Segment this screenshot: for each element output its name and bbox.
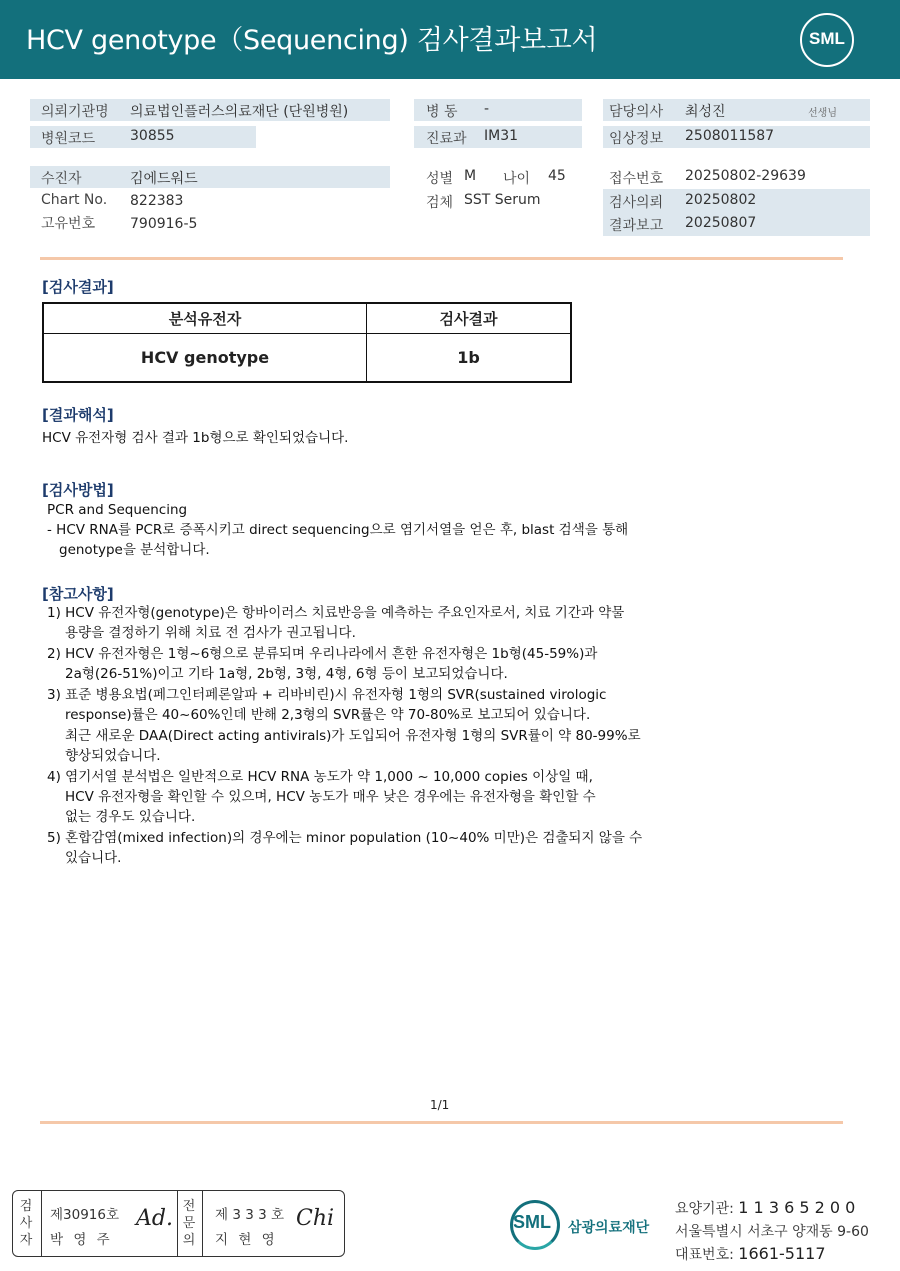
note-line: 최근 새로운 DAA(Direct acting antivirals)가 도입되어 유전자형 1형의 SVR률이 약 80-99%로 xyxy=(65,728,641,744)
clinical-label: 임상정보 xyxy=(609,131,664,147)
hospital-code-label: 병원코드 xyxy=(41,131,96,147)
header-bar xyxy=(0,0,900,79)
report-value: 20250807 xyxy=(685,215,757,231)
signature-divider xyxy=(41,1191,42,1256)
note-line: response)률은 40~60%인데 반해 2,3형의 SVR률은 약 70-80%로 보고되어 있습니다. xyxy=(65,707,591,723)
specialist-signature: Chi xyxy=(296,1206,335,1231)
tester-signature: Ad. xyxy=(136,1206,173,1231)
method-section-title: [검사방법] xyxy=(42,481,114,499)
chart-label: Chart No. xyxy=(41,192,108,208)
note-line: 5) 혼합감염(mixed infection)의 경우에는 minor population (10~40% 미만)은 검출되지 않을 수 xyxy=(47,830,643,846)
gene-column-header: 분석유전자 xyxy=(43,303,367,334)
institution-code-label: 요양기관: xyxy=(675,1201,734,1217)
note-line: 2) HCV 유전자형은 1형~6형으로 분류되며 우리나라에서 흔한 유전자형은 1b형(45-59%)과 xyxy=(47,646,598,662)
result-row xyxy=(43,334,571,383)
phone-number: 1661-5117 xyxy=(738,1244,826,1263)
examinee-value: 김에드워드 xyxy=(130,171,198,187)
ward-label: 병 동 xyxy=(426,104,458,120)
hospital-code-value: 30855 xyxy=(130,128,175,144)
specialist-name: 지 현 영 xyxy=(215,1232,278,1248)
phone-label: 대표번호: xyxy=(675,1247,734,1263)
logo-text: SML xyxy=(809,29,845,48)
footer-logo-text: SML xyxy=(513,1212,551,1232)
receipt-label: 접수번호 xyxy=(609,171,664,187)
note-line: 용량을 결정하기 위해 치료 전 검사가 권고됩니다. xyxy=(65,625,356,641)
specimen-value: SST Serum xyxy=(464,192,541,208)
note-line: HCV 유전자형을 확인할 수 있으며, HCV 농도가 매우 낮은 경우에는 유전자형을 확인할 수 xyxy=(65,789,596,805)
note-line: 1) HCV 유전자형(genotype)은 항바이러스 치료반응을 예측하는 주요인자로서, 치료 기간과 약물 xyxy=(47,605,625,621)
unique-label: 고유번호 xyxy=(41,216,96,232)
result-section-title: [검사결과] xyxy=(42,278,114,296)
sex-label: 성별 xyxy=(426,171,454,187)
institution-code: 1 1 3 6 5 2 0 0 xyxy=(738,1198,856,1217)
notes-section-title: [참고사항] xyxy=(42,585,114,603)
institution-label: 의뢰기관명 xyxy=(41,104,109,120)
tester-license-no: 제30916호 xyxy=(50,1207,120,1223)
address: 서울특별시 서초구 양재동 9-60 xyxy=(675,1224,869,1240)
note-line: 3) 표준 병용요법(페그인터페론알파 + 리바비린)시 유전자형 1형의 SVR(sustained virologic xyxy=(47,687,607,703)
note-line: 향상되었습니다. xyxy=(65,748,161,764)
report-title: HCV genotype（Sequencing) 검사결과보고서 xyxy=(26,25,598,56)
top-divider xyxy=(40,257,843,260)
note-line: 없는 경우도 있습니다. xyxy=(65,809,196,825)
dept-value: IM31 xyxy=(484,128,519,144)
note-line: 있습니다. xyxy=(65,850,122,866)
age-label: 나이 xyxy=(503,171,531,187)
specialist-label: 전문의 xyxy=(182,1199,196,1248)
ward-value: - xyxy=(484,101,490,117)
interpretation-section-title: [결과해석] xyxy=(42,406,114,424)
result-cell: 1b xyxy=(367,334,572,383)
signature-box xyxy=(12,1190,345,1257)
signature-divider xyxy=(177,1191,178,1256)
examinee-row-bg xyxy=(30,166,390,188)
clinical-value: 2508011587 xyxy=(685,128,775,144)
gene-cell: HCV genotype xyxy=(43,334,367,383)
interpretation-text: HCV 유전자형 검사 결과 1b형으로 확인되었습니다. xyxy=(42,430,349,446)
report-label: 결과보고 xyxy=(609,218,664,234)
institution-code-line xyxy=(675,1198,855,1218)
page-number: 1/1 xyxy=(430,1098,450,1112)
note-line: 2a형(26-51%)이고 기타 1a형, 2b형, 3형, 4형, 6형 등이 보고되었습니다. xyxy=(65,666,508,682)
method-line: - HCV RNA를 PCR로 증폭시키고 direct sequencing으로 염기서열을 얻은 후, blast 검색을 통해 xyxy=(47,522,629,538)
institution-value: 의료법인플러스의료재단 (단원병원) xyxy=(130,104,349,120)
result-table xyxy=(42,302,572,383)
sml-logo xyxy=(800,13,854,67)
receipt-value: 20250802-29639 xyxy=(685,168,806,184)
result-column-header: 검사결과 xyxy=(367,303,572,334)
doctor-value: 최성진 xyxy=(685,104,726,120)
result-header-row xyxy=(43,303,571,334)
tester-label: 검사자 xyxy=(19,1199,33,1248)
request-label: 검사의뢰 xyxy=(609,195,664,211)
chart-value: 822383 xyxy=(130,193,184,209)
sex-value: M xyxy=(464,168,477,184)
examinee-label: 수진자 xyxy=(41,171,82,187)
phone-line xyxy=(675,1244,826,1264)
request-value: 20250802 xyxy=(685,192,757,208)
method-line: genotype을 분석합니다. xyxy=(59,542,210,558)
age-value: 45 xyxy=(548,168,566,184)
signature-divider xyxy=(202,1191,203,1256)
dept-label: 진료과 xyxy=(426,131,467,147)
note-line: 4) 염기서열 분석법은 일반적으로 HCV RNA 농도가 약 1,000 ~ 10,000 copies 이상일 때, xyxy=(47,769,593,785)
company-name: 삼광의료재단 xyxy=(568,1220,650,1236)
doctor-suffix: 선생님 xyxy=(808,108,837,119)
specialist-license-no: 제 3 3 3 호 xyxy=(215,1207,285,1223)
bottom-divider xyxy=(40,1121,843,1124)
doctor-label: 담당의사 xyxy=(609,104,664,120)
method-line: PCR and Sequencing xyxy=(47,502,188,518)
tester-name: 박 영 주 xyxy=(50,1232,113,1248)
unique-value: 790916-5 xyxy=(130,216,198,232)
specimen-label: 검체 xyxy=(426,195,454,211)
